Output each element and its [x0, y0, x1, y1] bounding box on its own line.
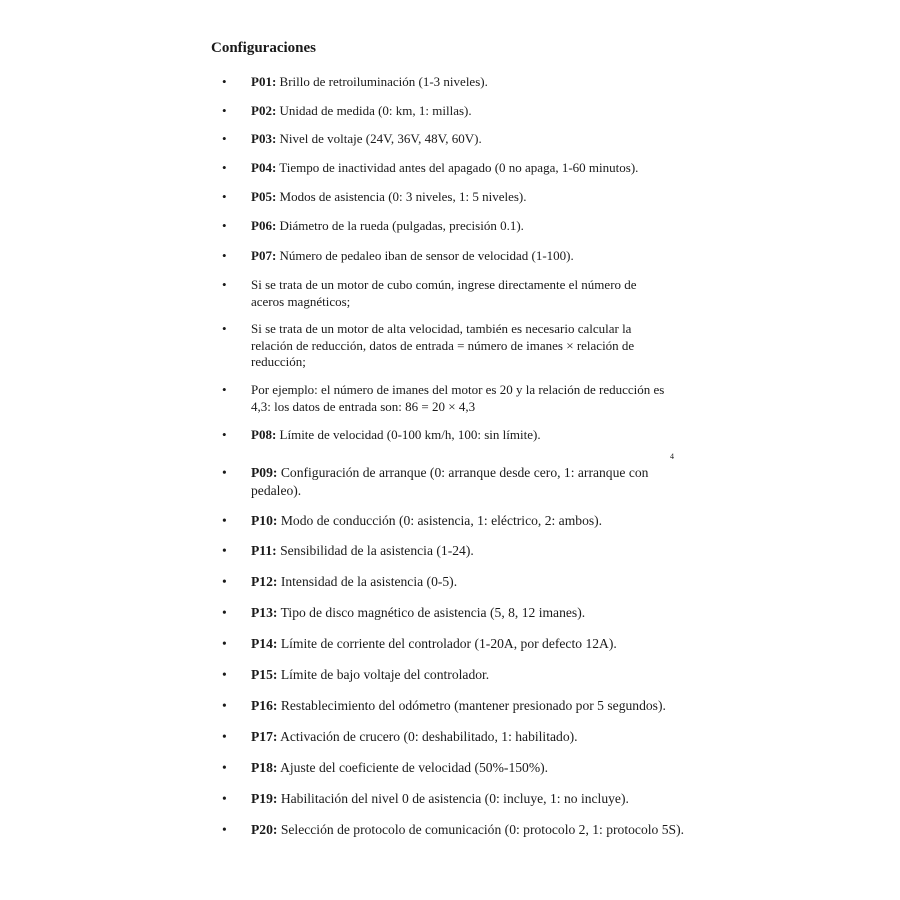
bullet-icon: •: [222, 248, 227, 263]
bullet-icon: •: [222, 791, 227, 806]
parameter-description: Límite de velocidad (0-100 km/h, 100: sin límite).: [276, 427, 541, 442]
parameter-description: Sensibilidad de la asistencia (1-24).: [276, 543, 474, 558]
bullet-icon: •: [222, 822, 227, 837]
item-text: [251, 382, 676, 415]
item-text: [251, 542, 691, 560]
item-text: [251, 74, 691, 91]
parameter-code: P04:: [251, 160, 277, 175]
bullet-icon: •: [222, 160, 227, 175]
parameter-description: Tiempo de inactividad antes del apagado (0 no apaga, 1-60 minutos).: [276, 160, 639, 175]
parameter-code: P07:: [251, 248, 277, 263]
section-heading: Configuraciones: [211, 40, 316, 56]
item-text: [251, 321, 676, 371]
parameter-description: Nivel de voltaje (24V, 36V, 48V, 60V).: [276, 131, 482, 146]
bullet-icon: •: [222, 667, 227, 682]
page-number: 4: [670, 452, 674, 461]
parameter-code: P19:: [251, 791, 278, 806]
parameter-code: P15:: [251, 667, 278, 682]
item-text: [251, 635, 691, 653]
parameter-code: P02:: [251, 103, 277, 118]
item-text: [251, 189, 691, 206]
bullet-icon: •: [222, 465, 227, 480]
parameter-code: P17:: [251, 729, 278, 744]
parameter-code: P20:: [251, 822, 278, 837]
parameter-code: P01:: [251, 74, 277, 89]
item-text: [251, 277, 666, 310]
bullet-icon: •: [222, 729, 227, 744]
bullet-icon: •: [222, 605, 227, 620]
parameter-description: Brillo de retroiluminación (1-3 niveles).: [276, 74, 488, 89]
item-text: [251, 604, 691, 622]
item-text: [251, 759, 691, 777]
bullet-icon: •: [222, 698, 227, 713]
parameter-description: Límite de bajo voltaje del controlador.: [277, 667, 490, 682]
parameter-code: P09:: [251, 465, 278, 480]
bullet-icon: •: [222, 74, 227, 89]
bullet-icon: •: [222, 382, 227, 397]
parameter-description: Diámetro de la rueda (pulgadas, precisión 0.1).: [276, 218, 524, 233]
parameter-code: P11:: [251, 543, 277, 558]
parameter-description: Modo de conducción (0: asistencia, 1: eléctrico, 2: ambos).: [277, 513, 603, 528]
parameter-description: Ajuste del coeficiente de velocidad (50%-150%).: [277, 760, 549, 775]
bullet-icon: •: [222, 760, 227, 775]
parameter-description: Unidad de medida (0: km, 1: millas).: [276, 103, 472, 118]
parameter-description: Número de pedaleo iban de sensor de velocidad (1-100).: [276, 248, 574, 263]
bullet-icon: •: [222, 574, 227, 589]
parameter-description: Si se trata de un motor de alta velocidad, también es necesario calcular la relación de reducción, datos de entrada = número de imanes × relación de reducción;: [251, 321, 635, 369]
item-text: [251, 218, 691, 235]
item-text: [251, 427, 691, 444]
parameter-code: P03:: [251, 131, 277, 146]
item-text: [251, 728, 691, 746]
item-text: [251, 512, 691, 530]
parameter-code: P10:: [251, 513, 278, 528]
item-text: [251, 666, 691, 684]
parameter-code: P06:: [251, 218, 277, 233]
parameter-description: Activación de crucero (0: deshabilitado, 1: habilitado).: [277, 729, 578, 744]
bullet-icon: •: [222, 189, 227, 204]
item-text: [251, 131, 691, 148]
bullet-icon: •: [222, 131, 227, 146]
parameter-code: P18:: [251, 760, 278, 775]
item-text: [251, 821, 691, 839]
item-text: [251, 248, 691, 265]
parameter-description: Por ejemplo: el número de imanes del motor es 20 y la relación de reducción es 4,3: los datos de entrada son: 86 = 20 × 4,3: [251, 382, 665, 414]
parameter-code: P08:: [251, 427, 277, 442]
item-text: [251, 697, 696, 715]
bullet-icon: •: [222, 321, 227, 336]
parameter-code: P14:: [251, 636, 278, 651]
bullet-icon: •: [222, 218, 227, 233]
bullet-icon: •: [222, 513, 227, 528]
bullet-icon: •: [222, 427, 227, 442]
parameter-description: Modos de asistencia (0: 3 niveles, 1: 5 niveles).: [276, 189, 527, 204]
item-text: [251, 573, 691, 591]
bullet-icon: •: [222, 103, 227, 118]
parameter-description: Restablecimiento del odómetro (mantener presionado por 5 segundos).: [277, 698, 666, 713]
parameter-description: Si se trata de un motor de cubo común, ingrese directamente el número de aceros magnéticos;: [251, 277, 637, 309]
item-text: [251, 160, 691, 177]
item-text: [251, 464, 676, 499]
item-text: [251, 103, 691, 120]
parameter-code: P13:: [251, 605, 278, 620]
parameter-description: Intensidad de la asistencia (0-5).: [277, 574, 458, 589]
bullet-icon: •: [222, 543, 227, 558]
bullet-icon: •: [222, 636, 227, 651]
parameter-description: Configuración de arranque (0: arranque desde cero, 1: arranque con pedaleo).: [251, 465, 649, 498]
parameter-code: P05:: [251, 189, 277, 204]
parameter-description: Tipo de disco magnético de asistencia (5, 8, 12 imanes).: [277, 605, 586, 620]
parameter-code: P12:: [251, 574, 278, 589]
parameter-description: Selección de protocolo de comunicación (0: protocolo 2, 1: protocolo 5S).: [277, 822, 685, 837]
item-text: [251, 790, 691, 808]
parameter-description: Límite de corriente del controlador (1-20A, por defecto 12A).: [277, 636, 617, 651]
bullet-icon: •: [222, 277, 227, 292]
parameter-description: Habilitación del nivel 0 de asistencia (0: incluye, 1: no incluye).: [277, 791, 629, 806]
parameter-code: P16:: [251, 698, 278, 713]
